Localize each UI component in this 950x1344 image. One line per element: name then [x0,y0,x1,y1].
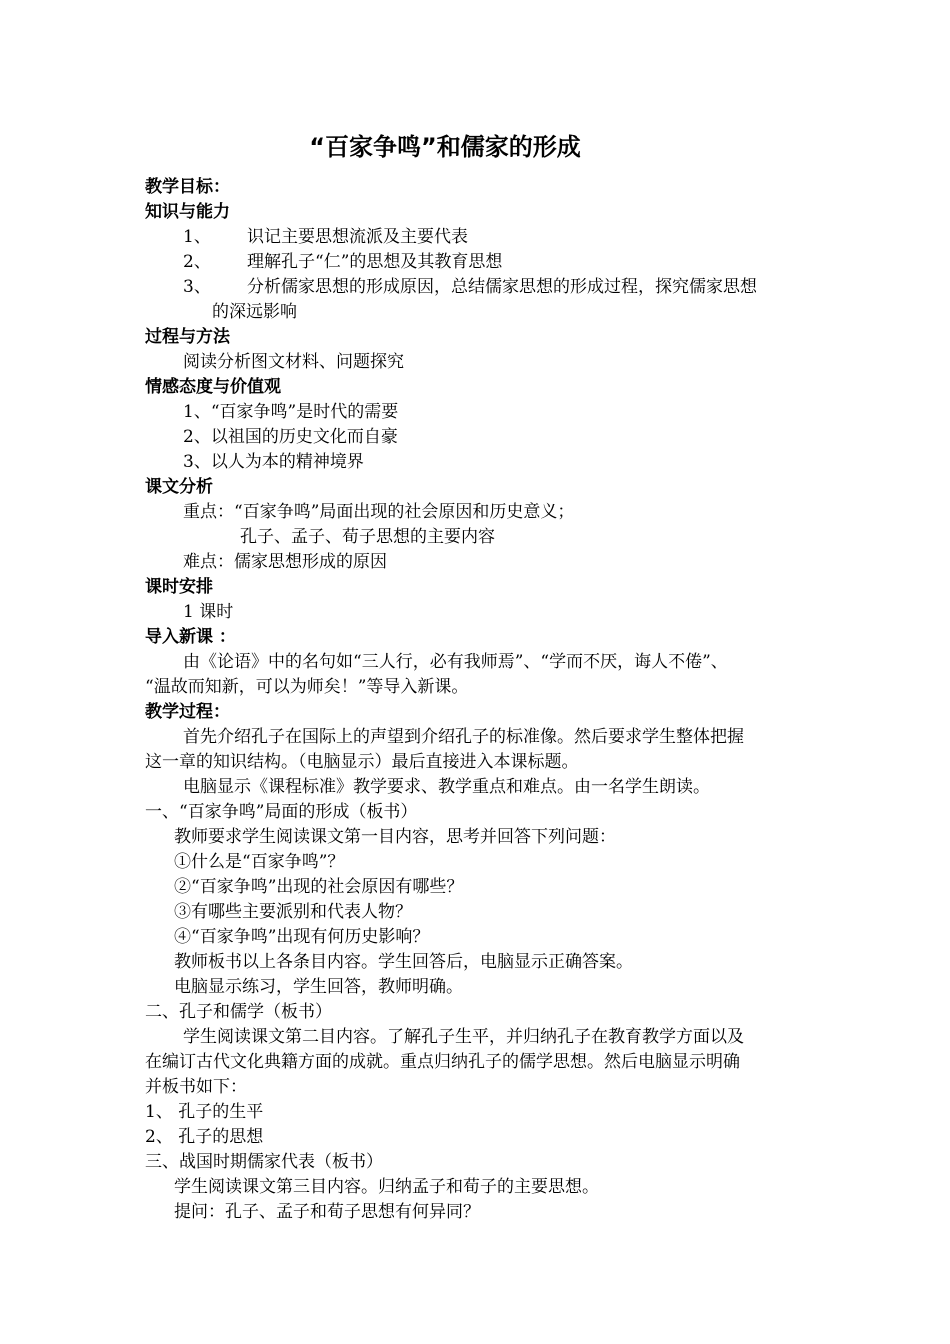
section-3-paragraph: 学生阅读课文第三目内容。归纳孟子和荀子的主要思想。 [174,1177,599,1197]
knowledge-item [183,275,757,300]
analysis-heading: 课文分析 [145,477,213,497]
emotion-heading: 情感态度与价值观 [145,377,281,397]
knowledge-item-continuation: 的深远影响 [212,302,297,322]
question-item: ③有哪些主要派别和代表人物？ [174,902,412,922]
knowledge-item [183,250,502,275]
schedule-heading: 课时安排 [145,577,213,597]
intro-paragraph-line: 由《论语》中的名句如“三人行，必有我师焉”、“学而不厌，诲人不倦”、 [183,652,728,672]
emotion-item: 1、“百家争鸣”是时代的需要 [183,402,399,422]
emotion-item: 2、以祖国的历史文化而自豪 [183,427,398,447]
difficulty: 难点：儒家思想形成的原因 [183,552,387,572]
section-2-heading: 二、孔子和儒学（板书） [145,1002,332,1022]
section-3-heading: 三、战国时期儒家代表（板书） [145,1152,383,1172]
process-heading: 过程与方法 [145,327,230,347]
section-1-heading: 一、“百家争鸣”局面的形成（板书） [145,802,418,822]
item-text: 识记主要思想流派及主要代表 [247,227,468,247]
item-text: 理解孔子“仁”的思想及其教育思想 [247,252,503,272]
section-2-list-item: 1、 孔子的生平 [145,1102,264,1122]
item-number: 1、 [183,227,211,247]
item-number: 3、 [183,277,211,297]
knowledge-heading: 知识与能力 [145,202,230,222]
section-2-paragraph-line: 在编订古代文化典籍方面的成就。重点归纳孔子的儒学思想。然后电脑显示明确 [145,1052,740,1072]
section-2-list-item: 2、 孔子的思想 [145,1127,264,1147]
section-1-note: 教师板书以上各条目内容。学生回答后，电脑显示正确答案。 [174,952,633,972]
section-1-note: 电脑显示练习，学生回答，教师明确。 [174,977,463,997]
procedure-paragraph: 电脑显示《课程标准》教学要求、教学重点和难点。由一名学生朗读。 [183,777,710,797]
procedure-paragraph-line: 这一章的知识结构。（电脑显示）最后直接进入本课标题。 [145,752,579,772]
document-title: “百家争鸣”和儒家的形成 [309,133,581,161]
objectives-heading: 教学目标： [145,177,230,197]
item-text: 分析儒家思想的形成原因，总结儒家思想的形成过程，探究儒家思想 [247,277,757,297]
section-1-intro: 教师要求学生阅读课文第一目内容，思考并回答下列问题： [174,827,616,847]
knowledge-item [183,225,468,250]
procedure-paragraph-line: 首先介绍孔子在国际上的声望到介绍孔子的标准像。然后要求学生整体把握 [183,727,744,747]
question-item: ②“百家争鸣”出现的社会原因有哪些？ [174,877,464,897]
section-2-paragraph-line: 并板书如下： [145,1077,247,1097]
procedure-heading: 教学过程： [145,702,230,722]
question-item: ④“百家争鸣”出现有何历史影响？ [174,927,430,947]
process-text: 阅读分析图文材料、问题探究 [183,352,404,372]
key-points: 重点：“百家争鸣”局面出现的社会原因和历史意义； [183,502,575,522]
item-number: 2、 [183,252,211,272]
question-item: ①什么是“百家争鸣”？ [174,852,345,872]
schedule-text: 1 课时 [183,602,234,622]
emotion-item: 3、以人为本的精神境界 [183,452,364,472]
section-2-paragraph-line: 学生阅读课文第二目内容。了解孔子生平，并归纳孔子在教育教学方面以及 [183,1027,744,1047]
key-points-continuation: 孔子、孟子、荀子思想的主要内容 [240,527,495,547]
intro-paragraph-line: “温故而知新，可以为师矣！”等导入新课。 [145,677,469,697]
intro-heading: 导入新课 ： [145,627,236,647]
section-3-question: 提问：孔子、孟子和荀子思想有何异同？ [174,1202,480,1222]
